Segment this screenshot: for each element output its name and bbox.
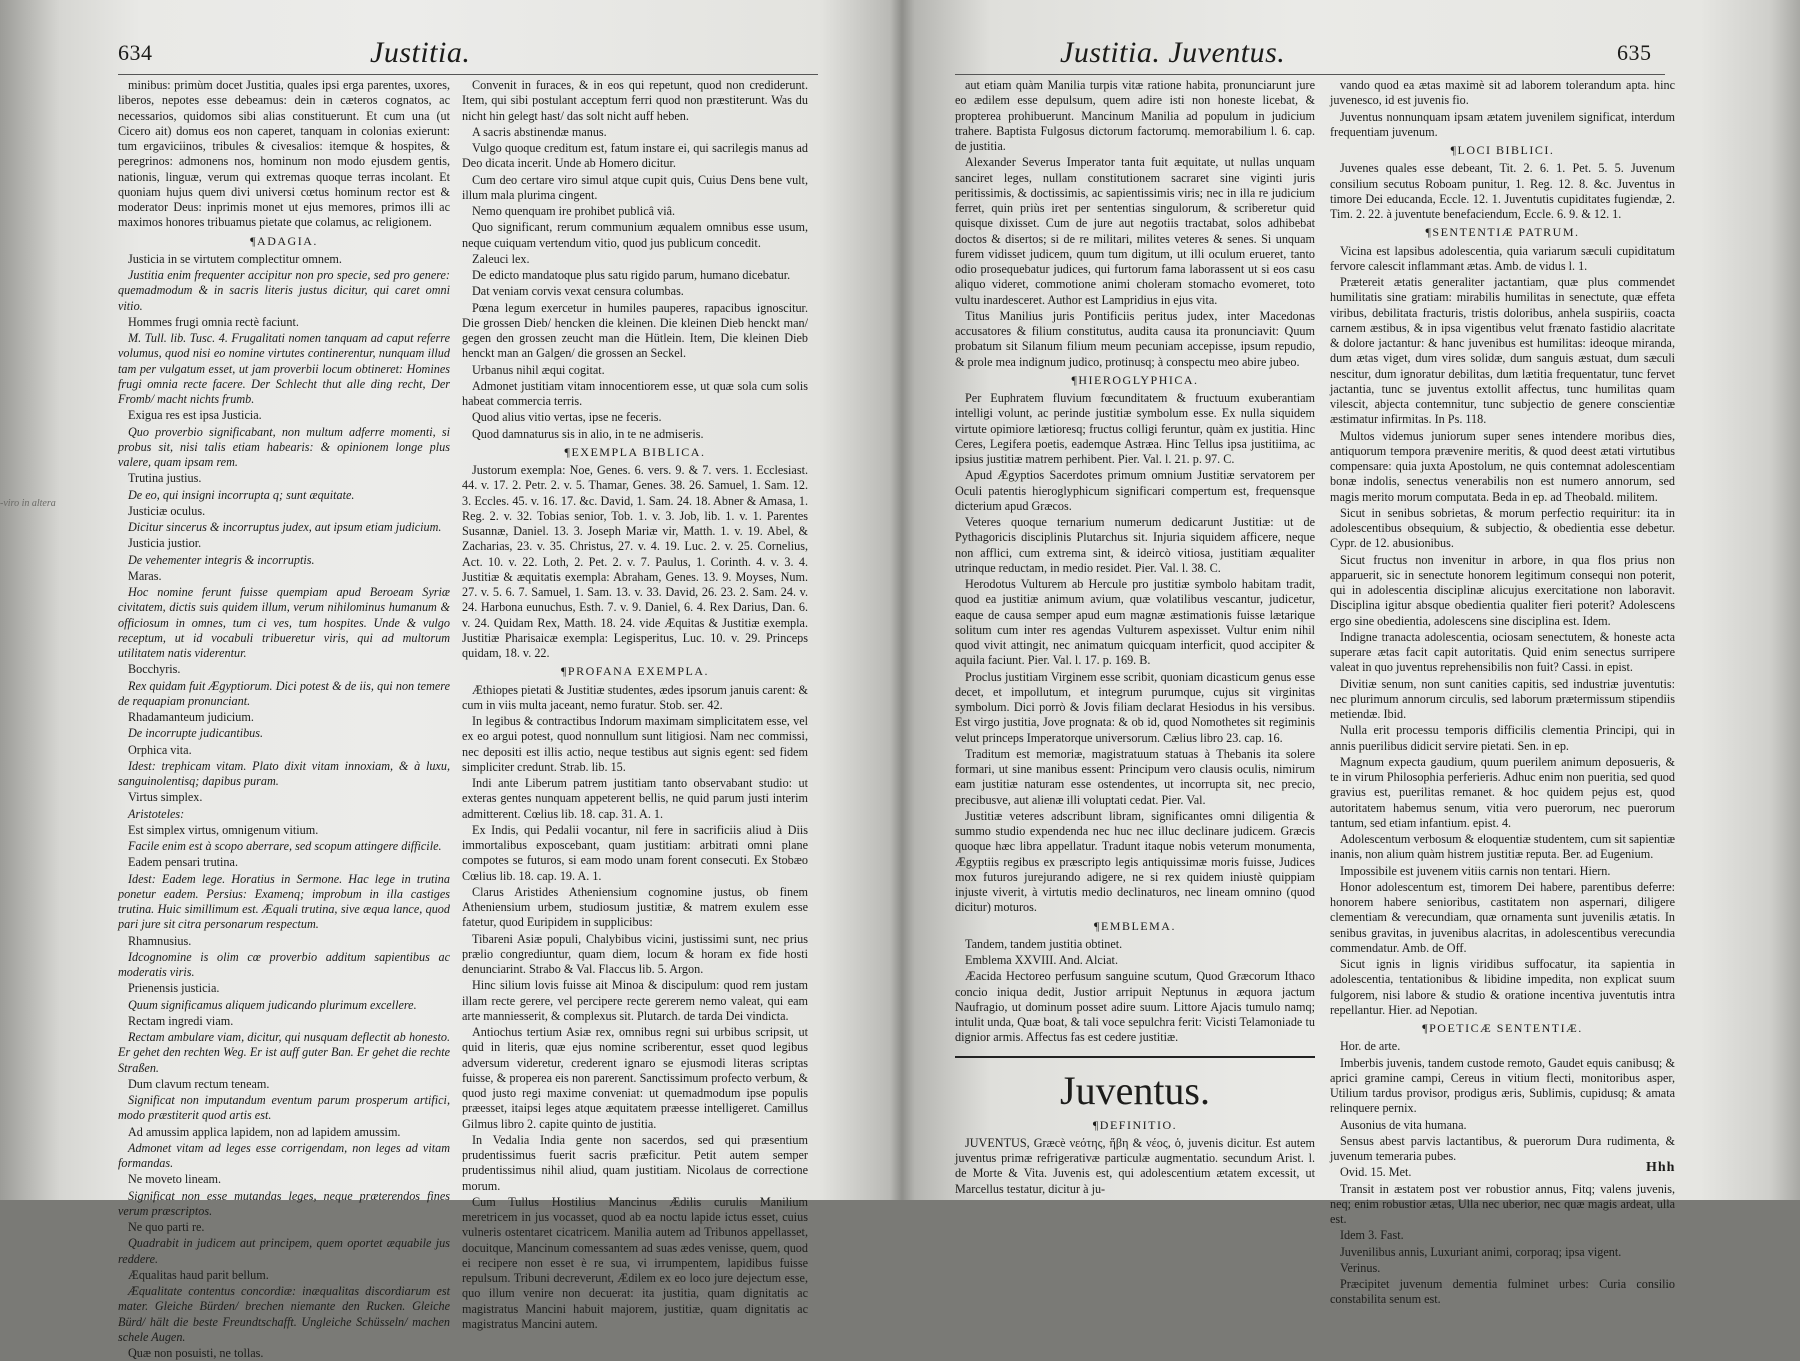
text-paragraph: Transit in æstatem post ver robustior annus, Fitq; valens juvenis, neq; enim robustior ætas, Ulla nec uberior, nec quæ magis ardeat, ulla est. bbox=[1330, 1181, 1675, 1226]
text-paragraph: Imberbis juvenis, tandem custode remoto, Gaudet equis canibusq; & aprici gramine campi, Cereus in vitium flecti, monitoribus asper, Utilium tardus provisor, prodigus æris, Sublimis, cupidusq; & amata relinquere pernix. bbox=[1330, 1055, 1675, 1116]
text-paragraph: Præcipitet juvenum dementia fulminet urbes: Curia consilio constabilita senum est. bbox=[1330, 1277, 1675, 1307]
margin-note: -viro in altera bbox=[0, 498, 56, 509]
text-paragraph: Ne moveto lineam. bbox=[128, 1172, 222, 1187]
text-paragraph: Admonet justitiam vitam innocentiorem esse, ut quæ sola cum solis habeat commercia terris. bbox=[462, 378, 808, 408]
text-paragraph: Idem 3. Fast. bbox=[1340, 1228, 1404, 1243]
text-paragraph: De vehementer integris & incorruptis. bbox=[128, 552, 315, 567]
text-paragraph: Æthiopes pietati & Justitiæ studentes, ædes ipsorum januis carent: & cum in viis multa jaceant, nemo furatur. Stob. ser. 42. bbox=[462, 682, 808, 712]
text-paragraph: In legibus & contractibus Indorum maximam simplicitatem esse, vel ex eo argui potest, quod nonnullum sunt litigiosi. Nam nec commissi, nec depositi est illis actio, neque testibus aut signis egent: sed fidem simpliciter credunt. Strab. lib. 15. bbox=[462, 714, 808, 774]
text-paragraph: Proclus justitiam Virginem esse scribit, quoniam dicasticum genus esse decet, et impollutum, et integrum purumque, cujus sit virginitas symbolum. Dici porrò & Jovis filiam declarat Hesiodus in his versibus. Est virgo justitia, Jove prognata: & ob id, quod Nomothetes sit regiminis velut princeps Imperatorque universorum. Cælius libro 23. cap. 16. bbox=[955, 669, 1315, 745]
text-paragraph: Zaleuci lex. bbox=[472, 251, 530, 266]
text-paragraph: Rex quidam fuit Ægyptiorum. Dici potest & de iis, qui non temere de requapiam pronunciant. bbox=[118, 678, 450, 708]
text-paragraph: Honor adolescentum est, timorem Dei habere, parentibus deferre: honorem habere senioribus, castitatem non aspernari, diligere clementiam & verecundiam, quæ ornamenta sunt juvenilis ætatis. In senibus gravitas, in juvenibus alacritas, in adolescentibus verecundia commendatur. Amb. de Off. bbox=[1330, 879, 1675, 955]
left-column-2 bbox=[462, 78, 808, 1331]
right-column-1 bbox=[955, 78, 1315, 1196]
text-paragraph: Pœna legum exercetur in humiles pauperes, rapacibus ignoscitur. Die grossen Dieb/ hencken die kleinen. Die kleinen Dieb henckt man/ gegen den grossen zeucht man die Hütlein. Item, Die kleinen Dieb henckt man an Galgen/ die grossen an Seckel. bbox=[462, 300, 808, 361]
text-paragraph: De edicto mandatoque plus satu rigido parum, humano dicebatur. bbox=[472, 268, 791, 282]
text-paragraph: Urbanus nihil æqui cogitat. bbox=[472, 362, 605, 377]
text-paragraph: Traditum est memoriæ, magistratuum statuas à Thebanis ita solere formari, ut sine manibus essent: Principum vero clausis oculis, nimirum eam justitiæ naturam esse ostendentes, ut incorrupta sit, nec precio, precibusve, aut alienæ illi voluptati cedat. Pier. Val. bbox=[955, 746, 1315, 807]
text-paragraph: Bocchyris. bbox=[128, 662, 181, 677]
text-paragraph: M. Tull. lib. Tusc. 4. Frugalitati nomen tanquam ad caput referre volumus, quod nisi eo nomine virtutes continerentur, nunquam illud tam per vulgatum esset, ut jam proverbii locum obtineret: Homines frugi omnia recte facere. Der Schlecht thut alle ding recht, Der Fromb/ macht nichts frumb. bbox=[118, 331, 450, 406]
text-paragraph: Indigne tranacta adolescentia, ociosam senectutem, & honeste acta superare ætas facit capit autoritatis. Quid enim senectus surripere valeat in quo juventus reprehensibilis non fuit? Cassi. in epist. bbox=[1330, 629, 1675, 675]
text-paragraph: Idest: Eadem lege. Horatius in Sermone. Hac lege in trutina ponetur eadem. Persius: Examenq; improbum in illa castiges trutina. Huic simillimum est. Æquali trutina, sive æqua lance, quod pari jure sit citra personarum respectum. bbox=[118, 871, 450, 932]
section-heading: ¶ EMBLEMA. bbox=[955, 919, 1315, 934]
text-paragraph: Prætereit ætatis generaliter jactantiam, quæ plus commendet humilitatis sine gratiam: mirabilis humilitas in senectute, quæ effeta viribus, debilitata fracturis, tristis doloribus, anhela suspiriis, coacta carnem æstibus, & in ipsa vigentibus velut frænato fastidio alacritate & dolore jactantur: & hanc juvenibus est humilitas: ideoque miranda, dum ætas viget, dum vires solidæ, dum sanguis æstuat, dum sæculi nescitur, dum ignoratur debilitas, dum lætitia frequentatur, tunc fervet jactantia, tunc se juventus extollit affectus, tunc humilitas quam vilescit, abjecta contemnitur, tunc subjectio de genere conscientiæ æstimatur infirmitas. In Ps. 118. bbox=[1330, 275, 1675, 427]
text-paragraph: Juvenes quales esse debeant, Tit. 2. 6. 1. Pet. 5. 5. Juvenum consilium secutus Roboam punitur, 1. Reg. 12. 8. &c. Juventus in timore Dei educanda, Eccle. 12. 1. Juventutis cupiditates fugiendæ, 2. Tim. 2. 22. à juventute benefaciendum, Eccle. 6. 9. & 12. 1. bbox=[1330, 161, 1675, 221]
section-heading: ¶ POETICÆ SENTENTIÆ. bbox=[1330, 1021, 1675, 1036]
text-paragraph: Sicut fructus non invenitur in arbore, in qua flos prius non apparuerit, sic in senectute honorem legitimum consequi non poterit, qui in adolescentia disciplinæ alicujus exercitatione non laboravit. Disciplina igitur absque obedientia qualiter fieri poterit? Adolescens ergo sine obedientia, adolescens sine disciplina est. Idem. bbox=[1330, 552, 1675, 628]
text-paragraph: Juvenilibus annis, Luxuriant animi, corporaq; ipsa vigent. bbox=[1340, 1244, 1622, 1259]
text-paragraph: Justicia justior. bbox=[128, 536, 202, 551]
text-paragraph: Titus Manilius juris Pontificiis peritus judex, inter Macedonas accusatores & filium constitutus, audita causa ita pronunciavit: Quum probatum sit Silanum filium meum pecuniam accepisse, ipsum repudio, & prole mea indignum judico, protinusq; à conspectu meo abire jubeo. bbox=[955, 308, 1315, 369]
text-paragraph: Rhadamanteum judicium. bbox=[128, 710, 254, 724]
left-page bbox=[0, 0, 895, 1360]
text-paragraph: Cum Tullus Hostilius Mancinus Ædilis curulis Manilium meretricem in jus vocasset, quod ab ea noctu lapide ictus esset, cuius vulneris ostentaret cicatricem. Manilia autem ad Tribunos appellasset, docuitque, Mancinum comessantem ad suas ædes venisse, quem, quod ei recipere non esset è re sua, vi irrumpentem, lapidibus fuisse repulsum. Tribuni decreverunt, Ædilem ex eo loco jure dejectum esse, quo illum venire non decuerat: ita justitia, quam dignitatis ac magistratus Mancini habuit majorem, justitiæ, quam dignitatis ac magistratus Mancini autem. bbox=[462, 1194, 808, 1331]
signature-mark: Hhh bbox=[1646, 1160, 1676, 1175]
text-paragraph: Dat veniam corvis vexat censura columbas. bbox=[472, 284, 684, 299]
text-paragraph: Sicut in senibus sobrietas, & morum perfectio requiritur: ita in adolescentibus obsequium, & subjectio, & obedientia esse debetur. Cypr. de 12. abusionibus. bbox=[1330, 505, 1675, 551]
text-paragraph: De incorrupte judicantibus. bbox=[128, 726, 264, 741]
text-paragraph: Aristoteles: bbox=[128, 806, 185, 821]
text-paragraph: Idcognomine is olim cœ proverbio additum sapientibus ac moderatis viris. bbox=[118, 949, 450, 979]
text-paragraph: Magnum expecta gaudium, quum puerilem animum deposueris, & te in virum Philosophia perferieris. Adhuc enim non pueritia, sed quod gravius est, puerilitas remanet. & hoc quidem pejus est, quod autoritatem habemus senum, vitia vero puerorum, nec puerorum tantum, sed etiam infantium. epist. 4. bbox=[1330, 754, 1675, 830]
running-head: Justitia. bbox=[370, 36, 471, 69]
right-page bbox=[905, 0, 1800, 1307]
text-paragraph: Significat non imputandum eventum parum prosperum artifici, modo præstiterit quod artis est. bbox=[118, 1093, 450, 1123]
text-paragraph: Quæ non posuisti, ne tollas. bbox=[128, 1346, 264, 1360]
text-paragraph: Hinc silium lovis fuisse ait Minoa & discipulum: quod rem justam illam recte gerere, vel percipere recte gererem nemo valeat, qui eam arte manniesserit, & complexus sit. Plutarch. de tarda Dei vindicta. bbox=[462, 978, 808, 1023]
text-paragraph: Est simplex virtus, omnigenum vitium. bbox=[128, 822, 319, 837]
text-paragraph: Maras. bbox=[128, 568, 162, 583]
text-paragraph: Alexander Severus Imperator tanta fuit æquitate, ut nullas unquam sanciret leges, nullam constitutionem sacraret sine viginti juris peritissimis, & doctissimis, ac sapientissimis viris; nec in illa re judicium ferret, quin priùs iret per sententias singulorum, & scriberetur quid quisque dixisset. Cum de jure aut negotiis tractabat, solos adhibebat doctos & disertos; si de re militari, milites veteres & senes. Si unquam furem vidisset judicem, quum tum digitum, ut illi oculum erueret, tanto odio prosequebatur judices, qui furtorum fama laborassent ut si eos casu aliquo videret, commotione animi choleram stomacho evomeret, toto vultu inardesceret. Author est Lampridius in ejus vita. bbox=[955, 155, 1315, 307]
text-paragraph: Dicitur sincerus & incorruptus judex, aut ipsum etiam judicium. bbox=[128, 520, 442, 534]
section-heading: ¶ EXEMPLA BIBLICA. bbox=[462, 445, 808, 460]
text-paragraph: Æacida Hectoreo perfusum sanguine scutum, Quod Græcorum Ithaco concio iniqua dedit, Justior arripuit Neptunus in æquora jactum Naufragio, ut dominum posset adire suum. Littore Ajacis tumulo namq; intulit unda, Quæ boat, & tali voce sepulchra ferit: Vicisti Telamoniade tu dignior armis. Affectus fas est cedere justitiæ. bbox=[955, 969, 1315, 1045]
text-paragraph: Per Euphratem fluvium fœcunditatem & fructuum exuberantiam intelligi volunt, ac perinde justitiæ symbolum esse. Ex nulla siquidem virtute opimiore lætioresq; fructus colligi feruntur, quàm ex justitia. Hinc Ceres, Legifera poetis, eademque Astræa. Hinc Tellus ipsa justitiima, ac ipsius justitiæ matrem perhibent. Pier. Val. l. 21. p. 97. C. bbox=[955, 391, 1315, 466]
text-paragraph: In Vedalia India gente non sacerdos, sed qui præsentium prudentissimus fuerit sacris præficitur. Petit autem semper prudentissimus nihil aliud, quam justitiam. Nicolaus de correctione morum. bbox=[462, 1132, 808, 1193]
text-paragraph: vando quod ea ætas maximè sit ad laborem tolerandum apta. hinc juvenesco, id est juvenis fio. bbox=[1330, 78, 1675, 108]
page-number: 634 bbox=[118, 40, 153, 65]
text-paragraph: Ovid. 15. Met. bbox=[1340, 1165, 1412, 1180]
text-paragraph: Quo significant, rerum communium æqualem omnibus esse usum, neque cuiquam vertendum vitio, quod jus publicum concedit. bbox=[462, 220, 808, 250]
text-paragraph: Juventus nonnunquam ipsam ætatem juvenilem significat, interdum frequentiam juvenum. bbox=[1330, 109, 1675, 139]
text-paragraph: Eadem pensari trutina. bbox=[128, 855, 238, 870]
text-paragraph: Indi ante Liberum patrem justitiam tanto observabant studio: ut exteras gentes nunquam appeterent bellis, ne quid parum justi interim admitterent. Cœlius lib. 18. cap. 31. A. 1. bbox=[462, 776, 808, 821]
text-paragraph: Impossibile est juvenem vitiis carnis non tentari. Hiern. bbox=[1340, 863, 1611, 878]
text-paragraph: Justitiæ veteres adscribunt libram, significantes omni diligentia & summo studio expendenda nec huc nec illuc declinare judicem. Græcis quoque hæc libra appellatur. Tradunt itaque nobis veterum monumenta, Ægyptiis regibus ex præscripto legis antiquissimæ moris fuisse, Judices mox futuros jurejurando adigere, ne si rex quidem iniustè quippiam injuste viverit, à virtutis medio declinaturos, nec lineam omnino (quod dicitur) moturos. bbox=[955, 808, 1315, 915]
page-number: 635 bbox=[1617, 40, 1652, 65]
text-paragraph: Significat non esse mutandas leges, neque præterendos fines verum præscriptos. bbox=[118, 1188, 450, 1218]
text-paragraph: Hommes frugi omnia rectè faciunt. bbox=[128, 314, 299, 329]
section-heading: ¶ SENTENTIÆ PATRUM. bbox=[1330, 225, 1675, 240]
text-paragraph: Ad amussim applica lapidem, non ad lapidem amussim. bbox=[128, 1124, 401, 1139]
text-paragraph: Rectam ingredi viam. bbox=[128, 1013, 234, 1028]
text-paragraph: Tibareni Asiæ populi, Chalybibus vicini, justissimi sunt, nec prius prælio congrediuntur, quam diem, locum & horam ex fide hosti denunciarint. Strabo & Val. Flaccus lib. 5. Argon. bbox=[462, 931, 808, 976]
text-paragraph: Cum deo certare viro simul atque cupit quis, Cuius Dens bene vult, illum mala plurima cingent. bbox=[462, 172, 808, 202]
text-paragraph: Idest: trephicam vitam. Plato dixit vitam innoxiam, & à luxu, sanguinolentisq; dapibus puram. bbox=[118, 758, 450, 788]
text-paragraph: Hoc nomine ferunt fuisse quempiam apud Beroeam Syriæ civitatem, dictis suis quidem illum, verum nihilominus humanum & officiosum in omnes, tum ci ves, tum hospites. Unde & vulgo receptum, ut id vocabuli tribueretur viris, qui ad multorum utilitatem natis viderentur. bbox=[118, 585, 450, 660]
text-paragraph: Divitiæ senum, non sunt canities capitis, sed industriæ juventutis: nec plurimum annorum circulis, sed laborum prætermissum stipendiis metiendæ. Ibid. bbox=[1330, 676, 1675, 721]
text-paragraph: Veteres quoque ternarium numerum dedicarunt Justitiæ: ut de Pythagoricis disciplinis Plutarchus sit. Injuria siquidem afficere, neque non afflici, cum extrema sint, & ideircò vitiosa, justitiam æqualiter utrinque reductam, in medio residet. Pier. Val. l. 38. C. bbox=[955, 515, 1315, 575]
text-paragraph: Justorum exempla: Noe, Genes. 6. vers. 9. & 7. vers. 1. Ecclesiast. 44. v. 17. 2. Petr. 2. v. 5. Thamar, Genes. 38. 26. Samuel, 1. Sam. 12. 3. Eccles. 45. v. 16. 17. &c. David, 1. Sam. 24. 18. Abner & Amasa, 1. Reg. 2. v. 32. Tobias senior, Tob. 1. v. 3. Job, lib. 1. v. 1. Parentes Susannæ, Daniel. 13. 3. Joseph Mariæ vir, Matth. 1. v. 19. Abel, & Zacharias, 23. v. 35. Christus, 27. v. 4. 19. Luc. 2. v. 25. Cornelius, Act. 10. v. 22. Loth, 2. Pet. 2. v. 7. Paulus, 1. Corinth. 4. v. 3. 4. Justitiæ & æquitatis exempla: Abraham, Genes. 13. 9. Moyses, Num. 27. v. 5. 6. 7. Samuel, 1. Sam. 13. v. 33. David, 26. 23. 2. Sam. 24. v. 24. Harbona eunuchus, Esth. 7. v. 9. Daniel, 6. 4. Rex Darius, Dan. 6. v. 24. Quidam Rex, Matth. 18. 24. vide Æquitas & Justitiæ exempla. Justitiæ Pharisaicæ exempla: Legisperitus, Luc. 10. v. 29. Princeps quidam, 18. v. 22. bbox=[462, 463, 808, 660]
text-paragraph: Rectam ambulare viam, dicitur, qui nusquam deflectit ab honesto. Er gehet den rechten Weg. Er ist auff guter Ban. Er gehet die rechte Straßen. bbox=[118, 1030, 450, 1075]
text-paragraph: Multos videmus juniorum super senes intendere moribus dies, antiquorum tempora prævenire meritis, & quod deest ætati virtutibus compensare: quia juxta Apostolum, ne quis contemnat adolescentiam bonæ indolis, senectus venerabilis non est numero annorum, sed magis merito morum computata. Beda in ep. ad Theobald. militem. bbox=[1330, 428, 1675, 504]
text-paragraph: Prienensis justicia. bbox=[128, 981, 220, 996]
running-head: Justitia. Juventus. bbox=[1060, 36, 1286, 69]
text-paragraph: Quadrabit in judicem aut principem, quem oportet æquabile jus reddere. bbox=[118, 1236, 450, 1266]
text-paragraph: Ne quo parti re. bbox=[128, 1220, 205, 1234]
section-heading: ¶ LOCI BIBLICI. bbox=[1330, 143, 1675, 158]
text-paragraph: Quod alius vitio vertas, ipse ne feceris. bbox=[472, 410, 662, 425]
text-paragraph: JUVENTUS, Græcè νεότης, ἥβη & νέος, ὁ, juvenis dicitur. Est autem juventus primæ refrigerativæ particulæ augmentatio. secundum Arist. l. de Morte & Vita. Juvenis est, qui adolescentium ætatem excessit, ut Marcellus testatur, dicitur à ju- bbox=[955, 1135, 1315, 1196]
text-paragraph: Ex Indis, qui Pedalii vocantur, nil fere in sacrificiis aliud à Diis immortalibus exposcebant, quam justitiam: arbitrati omni plane compotes se futuros, si eam modo unam forent consecuti. Ex Stobæo Cœlius lib. 18. cap. 19. A. 1. bbox=[462, 822, 808, 883]
text-paragraph: Justitia enim frequenter accipitur non pro specie, sed pro genere: quemadmodum & in sacris literis justus dicitur, qui caret omni vitio. bbox=[118, 268, 450, 313]
section-heading: ¶ HIEROGLYPHICA. bbox=[955, 373, 1315, 388]
left-column-1 bbox=[118, 78, 450, 1360]
text-paragraph: Emblema XXVIII. And. Alciat. bbox=[965, 953, 1118, 967]
section-heading: ¶ ADAGIA. bbox=[118, 234, 450, 249]
text-paragraph: Adolescentum verbosum & eloquentiæ studentem, cum sit sapientiæ inanis, non alium quàm histrem justitiæ reputa. Ber. ad Eugenium. bbox=[1330, 832, 1675, 862]
text-paragraph: Hor. de arte. bbox=[1340, 1039, 1401, 1054]
text-paragraph: Dum clavum rectum teneam. bbox=[128, 1076, 270, 1091]
text-paragraph: Convenit in furaces, & in eos qui repetunt, quod non crediderunt. Item, qui sibi postulant acceptum ferri quod non præstiterunt. Was du nicht hin gelegt hast/ das solt nicht auff heben. bbox=[462, 78, 808, 123]
text-paragraph: Facile enim est à scopo aberrare, sed scopum attingere difficile. bbox=[128, 839, 442, 853]
text-paragraph: Orphica vita. bbox=[128, 742, 192, 757]
header-rule bbox=[955, 74, 1665, 75]
chapter-title: Juventus. bbox=[955, 1056, 1315, 1114]
text-paragraph: A sacris abstinendæ manus. bbox=[472, 124, 607, 139]
text-paragraph: Apud Ægyptios Sacerdotes primum omnium Justitiæ servatorem per Oculi patentis hieroglyphicum significari compertum est, frequensque dicterium apud Græcos. bbox=[955, 468, 1315, 513]
text-paragraph: Quod damnaturus sis in alio, in te ne admiseris. bbox=[472, 426, 704, 441]
text-paragraph: Vulgo quoque creditum est, fatum instare ei, qui sacrilegis manus ad Deo dicata incerit. Unde ab Homero dicitur. bbox=[462, 141, 808, 171]
text-paragraph: Æqualitas haud parit bellum. bbox=[128, 1267, 269, 1282]
text-paragraph: Justicia in se virtutem complectitur omnem. bbox=[128, 251, 342, 266]
text-paragraph: Rhamnusius. bbox=[128, 933, 192, 948]
text-paragraph: Clarus Aristides Atheniensium cognomine justus, ob finem Atheniensium urbem, studiosum justitiæ, & matrem exulem esse fatetur, quod Euripidem in supplicibus: bbox=[462, 884, 808, 930]
text-paragraph: Admonet vitam ad leges esse corrigendam, non leges ad vitam formandas. bbox=[118, 1140, 450, 1170]
text-paragraph: Ausonius de vita humana. bbox=[1340, 1117, 1467, 1132]
text-paragraph: Sensus abest parvis lactantibus, & puerorum Dura rudimenta, & juvenum temeraria pubes. bbox=[1330, 1133, 1675, 1163]
text-paragraph: Exigua res est ipsa Justicia. bbox=[128, 408, 262, 423]
header-rule bbox=[118, 74, 818, 75]
text-paragraph: Virtus simplex. bbox=[128, 790, 203, 805]
text-paragraph: Herodotus Vulturem ab Hercule pro justitiæ symbolo habitam tradit, quod ea justitiæ animum avium, quæ volatilibus vescantur, judicetur, eaque de causa semper apud eum magnæ æstimationis fuisse lætarique solitum cum inter res agendas Vulturem aspexisset. Vultur enim nihil quod vivit attingit, nec animatum quicquam interficit, quod accipiter & aquila faciunt. Pier. Val. l. 17. p. 169. B. bbox=[955, 577, 1315, 668]
text-paragraph: Tandem, tandem justitia obtinet. bbox=[965, 936, 1123, 951]
text-paragraph: Sicut ignis in lignis viridibus suffocatur, ita sapientia in adolescentia, tentationibus & libidine impedita, non explicat suum fulgorem, nisi labore & studio & oratione incentiva juventutis intra repellantur. Hier. ad Nepotian. bbox=[1330, 957, 1675, 1017]
text-paragraph: Trutina justius. bbox=[128, 471, 202, 486]
text-paragraph: Æqualitate contentus concordiæ: inæqualitas discordiarum est mater. Gleiche Bürden/ brechen niemante den Rucken. Gleiche Bürd/ hält die beste Freundtschafft. Ungleiche Schüsseln/ machen schele Augen. bbox=[118, 1284, 450, 1344]
text-paragraph: Quo proverbio significabant, non multum adferre momenti, si probus sit, nisi talis etiam habearis: & opinionem longe plus valere, quam ipsam rem. bbox=[118, 424, 450, 469]
text-paragraph: De eo, qui insigni incorrupta q; sunt æquitate. bbox=[128, 487, 355, 502]
text-paragraph: Quum significamus aliquem judicando plurimum excellere. bbox=[128, 997, 417, 1012]
text-paragraph: Justiciæ oculus. bbox=[128, 503, 206, 518]
right-column-2 bbox=[1330, 78, 1675, 1307]
text-paragraph: Nemo quenquam ire prohibet publicâ viâ. bbox=[472, 204, 676, 218]
text-paragraph: minibus: primùm docet Justitia, quales ipsi erga parentes, uxores, liberos, nepotes esse debeamus: dein in cæteros cognatos, ac necessarios, quidomos sibi alias constituerunt. Et cum una (ut Cicero ait) domus eos non caperet, tanquam in colonias exierunt: tum ergaviciinos, tribules & civesalios: itemque & hospites, & peregrinos: admonens nos, hominum non modo ejusdem gentis, nationis, linguæ, verum qui extremas quoque terras incolant. Et quoniam hujus quem divi universi cœtus hominum rector est & moderator Deus: inprimis monet ut ejus memores, primos illi ac maximos honores tribuamus pietate que colamus, ac religionem. bbox=[118, 78, 450, 230]
text-paragraph: Verinus. bbox=[1340, 1260, 1381, 1275]
text-paragraph: Vicina est lapsibus adolescentia, quia variarum sæculi cupiditatum fervore calescit inflammant ætas. Amb. de vidus l. 1. bbox=[1330, 243, 1675, 273]
section-heading: ¶ DEFINITIO. bbox=[955, 1118, 1315, 1133]
text-paragraph: aut etiam quàm Manilia turpis vitæ ratione habita, pronunciarunt jure eo ædilem esse depulsum, quem adire isti non honeste licebat, & propterea prohibuerunt. Mancinum Manilia ad populum in judicium trahere. Baptista Fulgosus dictorum factorumq. memorabilium l. 6. cap. de justitia. bbox=[955, 78, 1315, 153]
text-paragraph: Antiochus tertium Asiæ rex, omnibus regni sui urbibus scripsit, ut quid in literis, quæ ejus nomine scriberentur, esset quod legibus adversum videretur, crederent ignaro se ejusmodi literas scriptas fuisse, & properea eis non parerent. Sanctissimum profecto verbum, & quod justo regi maxime conveniat: ut quemadmodum ipse populis præesset, itaipsi leges atque æquitatem præesse intelligeret. Camillus Gilmus libro 2. capite quinto de justitia. bbox=[462, 1025, 808, 1131]
section-heading: ¶ PROFANA EXEMPLA. bbox=[462, 664, 808, 679]
text-paragraph: Nulla erit processu temporis difficilis clementia Principi, qui in annis puerilibus didicit servire pietati. Sen. in ep. bbox=[1330, 723, 1675, 753]
